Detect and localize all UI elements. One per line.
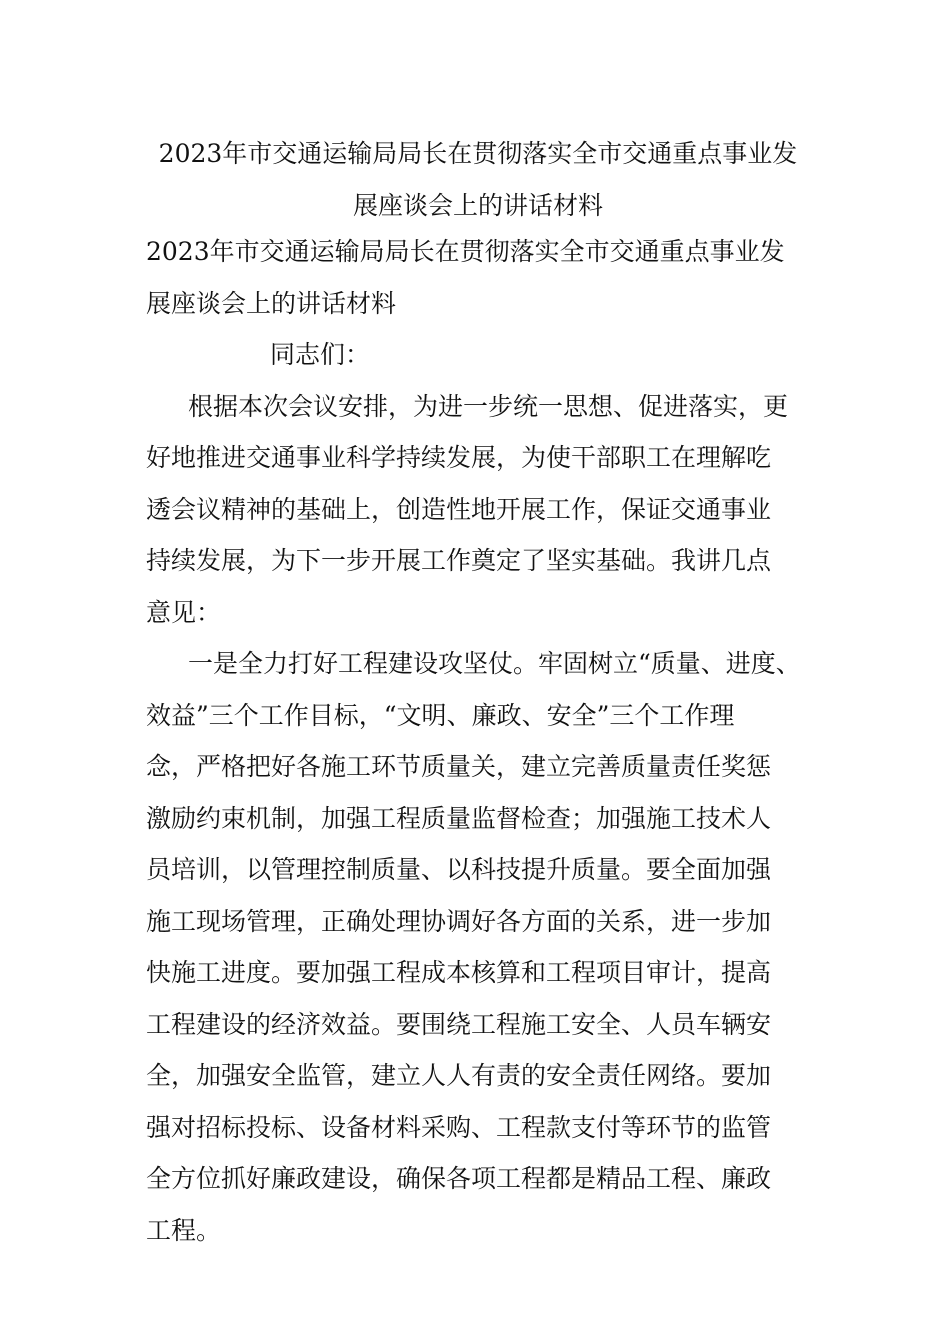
repeated-title-line-1: 2023年市交通运输局局长在贯彻落实全市交通重点事业发 [146, 237, 785, 266]
paragraph-2-line: 一是全力打好工程建设攻坚仗。牢固树立“质量、进度、 [188, 649, 801, 678]
paragraph-2-line: 快施工进度。要加强工程成本核算和工程项目审计，提高 [146, 958, 772, 987]
paragraph-1-line: 好地推进交通事业科学持续发展，为使干部职工在理解吃 [146, 443, 772, 472]
paragraph-2-line: 施工现场管理，正确处理协调好各方面的关系，进一步加 [146, 906, 772, 936]
salutation: 同志们： [270, 340, 371, 369]
paragraph-1-line: 意见： [146, 597, 222, 627]
document-title [146, 128, 810, 232]
paragraph-2-line: 强对招标投标、设备材料采购、工程款支付等环节的监管 [146, 1112, 772, 1142]
paragraph-2-line: 员培训，以管理控制质量、以科技提升质量。要全面加强 [146, 855, 772, 884]
title-line-1: 2023年市交通运输局局长在贯彻落实全市交通重点事业发 [158, 139, 798, 168]
paragraph-2-line: 效益”三个工作目标，“文明、廉政、安全”三个工作理 [146, 700, 735, 730]
paragraph-1-line: 透会议精神的基础上，创造性地开展工作，保证交通事业 [146, 494, 772, 524]
paragraph-1-line: 根据本次会议安排，为进一步统一思想、促进落实，更 [188, 391, 789, 421]
title-line-2: 展座谈会上的讲话材料 [352, 191, 603, 220]
paragraph-2-line: 工程建设的经济效益。要围绕工程施工安全、人员车辆安 [146, 1009, 772, 1039]
paragraph-2-line: 工程。 [146, 1215, 222, 1245]
paragraph-2-line: 全，加强安全监管，建立人人有责的安全责任网络。要加 [146, 1061, 772, 1090]
paragraph-2-line: 激励约束机制，加强工程质量监督检查；加强施工技术人 [146, 803, 772, 833]
paragraph-2 [146, 638, 810, 1256]
paragraph-2-line: 全方位抓好廉政建设，确保各项工程都是精品工程、廉政 [146, 1164, 772, 1193]
paragraph-2-line: 念，严格把好各施工环节质量关，建立完善质量责任奖惩 [146, 752, 772, 781]
repeated-title-line-2: 展座谈会上的讲话材料 [146, 288, 397, 318]
document-body [146, 226, 810, 1256]
paragraph-1 [146, 381, 810, 639]
repeated-title [146, 226, 810, 329]
paragraph-1-line: 持续发展，为下一步开展工作奠定了坚实基础。我讲几点 [146, 546, 772, 575]
